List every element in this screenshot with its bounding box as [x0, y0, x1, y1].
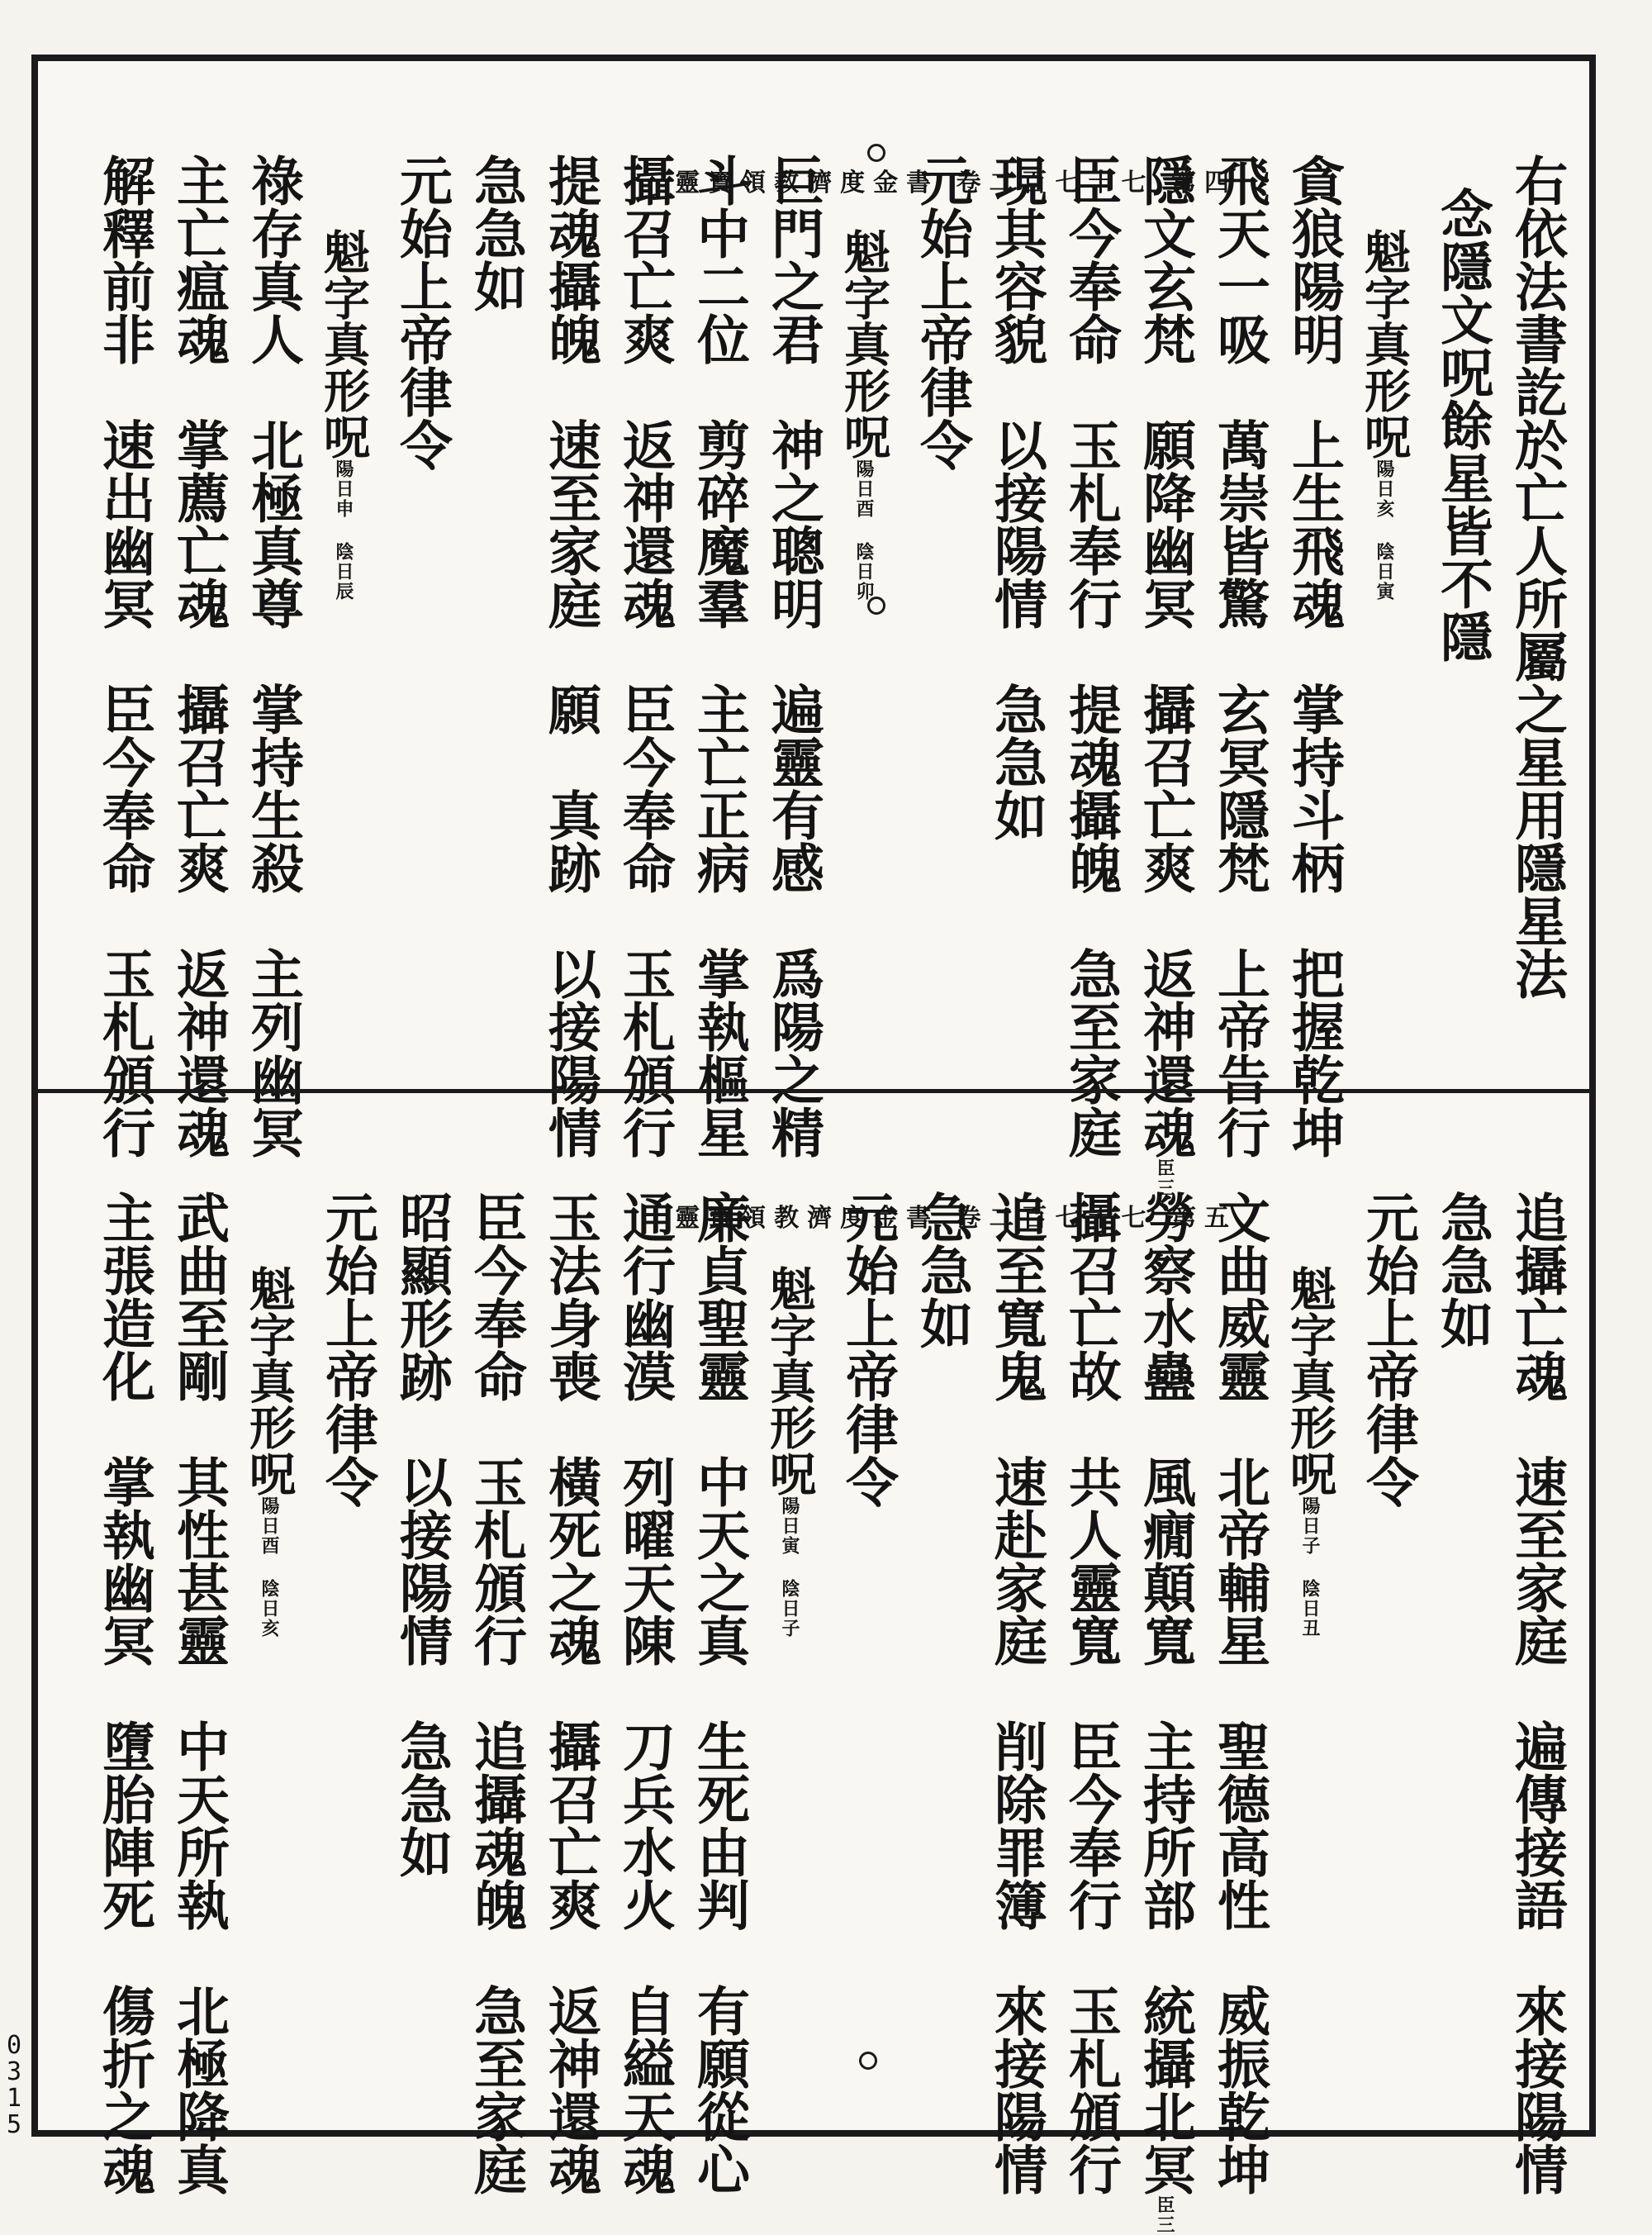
column-text: 巨門之君 神之聰明 遍靈有感 爲陽之精 — [762, 154, 824, 1158]
text-column — [1357, 228, 1412, 602]
text-column — [242, 154, 304, 1158]
text-column — [168, 154, 230, 1158]
text-column — [1208, 1191, 1270, 2195]
circle-mark — [867, 144, 885, 162]
column-text: 勞察水蠱 風癇顛寬 主持所部 統攝北冥 — [1134, 1191, 1196, 2195]
column-text: 廉貞聖靈 中天之真 生死由判 有願從心 — [688, 1191, 750, 2195]
column-text: 急急如 — [911, 1191, 973, 1349]
column-text: 元始上帝律令 — [1357, 1191, 1419, 1508]
text-column — [465, 154, 527, 312]
text-column — [539, 1191, 601, 2195]
column-text: 臣今奉命 玉札頒行 追攝魂魄 急至家庭 — [465, 1191, 527, 2195]
upper-page — [31, 55, 1596, 1198]
text-column — [688, 1191, 750, 2195]
text-column — [837, 228, 891, 602]
interlinear-note: 陽日寅 陰日子 — [779, 1496, 800, 1638]
text-column — [911, 154, 973, 471]
column-text: 武曲至剛 其性甚靈 中天所執 北極降真 — [168, 1191, 230, 2195]
column-text: 飛天一吸 萬崇皆驚 玄冥隱梵 上帝告行 — [1208, 154, 1270, 1158]
column-text: 文曲威靈 北帝輔星 聖德高性 威振乾坤 — [1208, 1191, 1270, 2195]
text-column — [1431, 1191, 1493, 1349]
column-text: 念隱文呪餘星皆不隱 — [1431, 187, 1493, 663]
column-text: 魁字真形呪 — [1283, 1265, 1337, 1496]
column-text: 元始上帝律令 — [911, 154, 973, 471]
column-text: 魁字真形呪 — [1357, 228, 1412, 459]
interlinear-note: 臣三 — [1154, 1158, 1175, 1198]
column-text: 追攝亡魂 速至家庭 遍傳接語 來接陽情 — [1506, 1191, 1568, 2195]
column-text: 魁字真形呪 — [242, 1265, 297, 1496]
column-text: 祿存真人 北極真尊 掌持生殺 主列幽冥 — [242, 154, 304, 1158]
interlinear-note: 陽日酉 陰日卯 — [853, 459, 875, 602]
text-column — [1208, 154, 1270, 1158]
column-text: 急急如 — [465, 154, 527, 312]
text-column — [1060, 154, 1122, 1158]
interlinear-note: 陽日亥 陰日寅 — [1374, 459, 1395, 602]
column-text: 魁字真形呪 — [762, 1265, 817, 1496]
text-column — [837, 1191, 899, 1508]
text-column — [1134, 154, 1196, 1198]
column-text: 元始上帝律令 — [837, 1191, 899, 1508]
column-text: 通行幽漠 列曜天陳 刀兵水火 自縊天魂 — [614, 1191, 676, 2195]
column-text: 貪狼陽明 上生飛魂 掌持斗柄 把握乾坤 — [1283, 154, 1345, 1158]
column-text: 玉法身喪 橫死之魂 攝召亡爽 返神還魂 — [539, 1191, 601, 2195]
text-column — [762, 1265, 817, 1638]
circle-mark — [859, 1267, 877, 1285]
column-text: 追至寬鬼 速赴家庭 削除罪簿 來接陽情 — [985, 1191, 1047, 2195]
text-column — [1283, 1265, 1337, 1638]
column-text: 魁字真形呪 — [837, 228, 891, 459]
text-column — [242, 1265, 297, 1638]
text-column — [465, 1191, 527, 2195]
text-column — [539, 154, 601, 1158]
text-column — [391, 154, 453, 471]
text-column — [316, 1191, 378, 1508]
text-column — [985, 1191, 1047, 2195]
column-text: 魁字真形呪 — [316, 228, 371, 459]
circle-mark — [859, 2052, 877, 2070]
column-text: 提魂攝魄 速至家庭 願 真跡 以接陽情 — [539, 154, 601, 1158]
running-head-lower: 靈寶領教濟度金書 卷二百七十七 第五 — [675, 1204, 1237, 1233]
text-column — [93, 154, 155, 1158]
page-number: 0315 — [6, 2031, 22, 2139]
text-column — [1506, 154, 1568, 1000]
text-column — [614, 154, 676, 1158]
column-text: 解釋前非 速出幽冥 臣今奉命 玉札頒行 — [93, 154, 155, 1158]
text-column — [614, 1191, 676, 2195]
running-head-upper: 靈寶領教濟度金書 卷二百七十七 第四 — [675, 169, 1237, 197]
text-column — [1357, 1191, 1419, 1508]
column-text: 元始上帝律令 — [316, 1191, 378, 1508]
text-column — [316, 228, 371, 602]
interlinear-note: 臣三 — [1154, 2195, 1175, 2235]
column-text: 主亡瘟魂 掌薦亡魂 攝召亡爽 返神還魂 — [168, 154, 230, 1158]
text-column — [1283, 154, 1345, 1158]
column-text: 攝召亡爽 返神還魂 臣今奉命 玉札頒行 — [614, 154, 676, 1158]
text-column — [1060, 1191, 1122, 2195]
circle-mark — [867, 597, 885, 615]
column-text: 斗中二位 剪碎魔羣 主亡正病 掌執樞星 — [688, 154, 750, 1158]
column-text: 急急如 — [1431, 1191, 1493, 1349]
text-column — [93, 1191, 155, 2195]
column-text: 主張造化 掌執幽冥 墮胎陣死 傷折之魂 — [93, 1191, 155, 2195]
text-column — [911, 1191, 973, 1349]
interlinear-note: 陽日申 陰日辰 — [333, 459, 354, 602]
column-text: 隱文玄梵 願降幽冥 攝召亡爽 返神還魂 — [1134, 154, 1196, 1158]
lower-page — [31, 1093, 1596, 2235]
interlinear-note: 陽日子 陰日丑 — [1299, 1496, 1321, 1638]
text-column — [762, 154, 824, 1158]
text-column — [1134, 1191, 1196, 2235]
column-text: 元始上帝律令 — [391, 154, 453, 471]
column-text: 昭顯形跡 以接陽情 急急如 — [391, 1191, 453, 1878]
column-text: 現其容貌 以接陽情 急急如 — [985, 154, 1047, 841]
text-column — [391, 1191, 453, 1878]
interlinear-note: 陽日酉 陰日亥 — [259, 1496, 280, 1638]
column-text: 攝召亡故 共人靈寬 臣今奉行 玉札頒行 — [1060, 1191, 1122, 2195]
text-column — [168, 1191, 230, 2195]
text-column — [1506, 1191, 1568, 2195]
text-column — [688, 154, 750, 1158]
column-text: 右依法書訖於亡人所屬之星用隱星法 — [1506, 154, 1568, 1000]
column-text: 臣今奉命 玉札奉行 提魂攝魄 急至家庭 — [1060, 154, 1122, 1158]
text-column — [1431, 187, 1493, 663]
text-column — [985, 154, 1047, 841]
